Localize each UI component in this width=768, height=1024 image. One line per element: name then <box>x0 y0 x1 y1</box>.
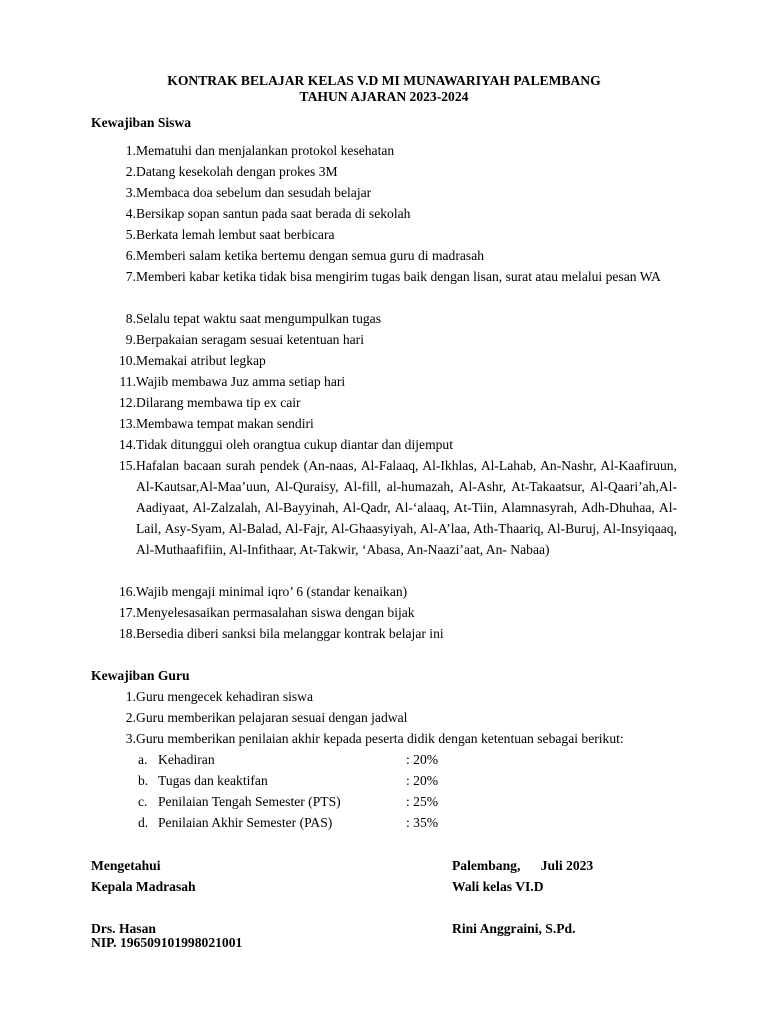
list-item-number: 5. <box>125 227 136 242</box>
list-item-text: Memakai atribut legkap <box>136 353 266 368</box>
list-item-number: 1. <box>125 689 136 704</box>
list-item-number: 1. <box>125 143 136 158</box>
list-item-number: 2. <box>125 710 136 725</box>
list-item-text: Membaca doa sebelum dan sesudah belajar <box>136 185 372 200</box>
signature-right-position: Wali kelas VI.D <box>452 879 544 894</box>
student-obligations-heading: Kewajiban Siswa <box>91 115 192 130</box>
list-item-text: Berpakaian seragam sesuai ketentuan hari <box>136 332 364 347</box>
list-item-text: Guru mengecek kehadiran siswa <box>136 689 314 704</box>
list-item-text: Tidak ditunggui oleh orangtua cukup diantar dan dijemput <box>136 437 454 452</box>
list-item-number: 3. <box>125 731 136 746</box>
list-item-text: Guru memberikan penilaian akhir kepada peserta didik dengan ketentuan sebagai berikut: <box>136 731 624 746</box>
list-item-text: Guru memberikan pelajaran sesuai dengan jadwal <box>136 710 408 725</box>
grading-letter: d. <box>138 815 149 830</box>
list-item-text: Dilarang membawa tip ex cair <box>136 395 301 410</box>
list-item-text: Selalu tepat waktu saat mengumpulkan tugas <box>136 311 382 326</box>
teacher-obligations-heading: Kewajiban Guru <box>91 668 190 683</box>
list-item-number: 15. <box>119 458 136 473</box>
list-item-number: 6. <box>125 248 136 263</box>
list-item-text: Datang kesekolah dengan prokes 3M <box>136 164 338 179</box>
list-item-text: Hafalan bacaan surah pendek (An-naas, Al-Falaaq, Al-Ikhlas, Al-Lahab, An-Nashr, Al-Kaafiruun, Al-Kautsar,Al-Maa’uun, Al-Quraisy, Al-fill, al-humazah, Al-Ashr, At-Takaatsur, Al-Qaari’ah,Al-Aadiyaat, Al-Zalzalah, Al-Bayyinah, Al-Qadr, Al-‘alaaq, At-Tiin, Alamnasyrah, Adh-Dhuhaa, Al-Lail, Asy-Syam, Al-Balad, Al-Fajr, Al-Ghaasyiyah, Al-A’laa, Ath-Thaariq, Al-Buruj, Al-Insyiqaaq, Al-Muthaafifiin, Al-Infithaar, At-Takwir, ‘Abasa, An-Naazi’aat, An- Nabaa) <box>136 458 677 557</box>
list-item-text: Berkata lemah lembut saat berbicara <box>136 227 335 242</box>
grading-letter: b. <box>138 773 149 788</box>
list-item-number: 16. <box>119 584 136 599</box>
list-item-text: Bersedia diberi sanksi bila melanggar kontrak belajar ini <box>136 626 444 641</box>
signature-left-position: Kepala Madrasah <box>91 879 196 894</box>
grading-value: : 35% <box>406 815 439 830</box>
list-item-number: 10. <box>119 353 136 368</box>
list-item-text: Membawa tempat makan sendiri <box>136 416 314 431</box>
signature-right-place-date: Palembang, Juli 2023 <box>452 858 594 873</box>
list-item-number: 12. <box>119 395 136 410</box>
list-item-text: Memberi salam ketika bertemu dengan semua guru di madrasah <box>136 248 485 263</box>
list-item-number: 7. <box>125 269 136 284</box>
grading-label: Kehadiran <box>158 752 215 767</box>
grading-letter: a. <box>138 752 148 767</box>
signature-right-name: Rini Anggraini, S.Pd. <box>452 921 576 936</box>
grading-label: Tugas dan keaktifan <box>158 773 268 788</box>
signature-left-nip: NIP. 196509101998021001 <box>91 935 243 950</box>
list-item-number: 13. <box>119 416 136 431</box>
grading-value: : 20% <box>406 773 439 788</box>
list-item-text: Wajib membawa Juz amma setiap hari <box>136 374 346 389</box>
grading-letter: c. <box>138 794 148 809</box>
grading-label: Penilaian Tengah Semester (PTS) <box>158 794 341 809</box>
list-item-number: 8. <box>125 311 136 326</box>
grading-value: : 25% <box>406 794 439 809</box>
list-item-number: 2. <box>125 164 136 179</box>
list-item-number: 18. <box>119 626 136 641</box>
list-item-text: Memberi kabar ketika tidak bisa mengirim tugas baik dengan lisan, surat atau melalui pesan WA <box>136 269 661 284</box>
list-item-number: 17. <box>119 605 136 620</box>
list-item-text: Wajib mengaji minimal iqro’ 6 (standar kenaikan) <box>136 584 408 599</box>
list-item-text: Menyelesasaikan permasalahan siswa dengan bijak <box>136 605 415 620</box>
signature-left-acknowledged: Mengetahui <box>91 858 161 873</box>
signature-left-name: Drs. Hasan <box>91 921 156 936</box>
document-subtitle: TAHUN AJARAN 2023-2024 <box>299 89 469 104</box>
list-item-number: 11. <box>119 374 136 389</box>
grading-value: : 20% <box>406 752 439 767</box>
list-item-number: 14. <box>119 437 136 452</box>
list-item-text: Bersikap sopan santun pada saat berada di sekolah <box>136 206 411 221</box>
list-item-number: 9. <box>125 332 136 347</box>
list-item-number: 3. <box>125 185 136 200</box>
document-title: KONTRAK BELAJAR KELAS V.D MI MUNAWARIYAH PALEMBANG <box>167 73 601 88</box>
list-item-text: Mematuhi dan menjalankan protokol kesehatan <box>136 143 395 158</box>
list-item-number: 4. <box>125 206 136 221</box>
grading-label: Penilaian Akhir Semester (PAS) <box>158 815 333 830</box>
